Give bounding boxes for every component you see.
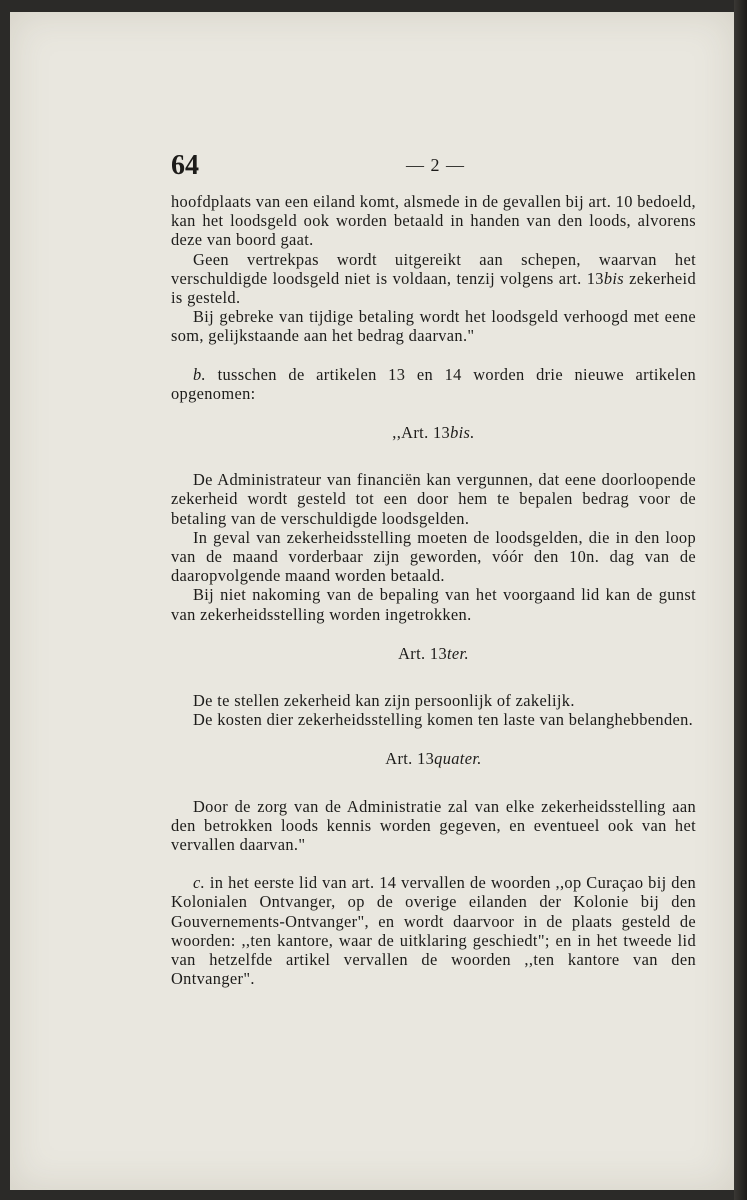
heading-art-13ter: Art. 13ter. — [398, 643, 469, 663]
document-page — [10, 12, 734, 1190]
art-13ter-paragraph-2: De kosten dier zekerheidsstelling komen ten laste van belanghebbenden. — [193, 710, 694, 730]
paragraph-intro-1: hoofdplaats van een eiland komt, alsmede in de gevallen bij art. 10 bedoeld, kan het loodsgeld ook worden betaald in handen van den loods, alvorens deze van boord gaat. — [171, 192, 696, 250]
item-b-text: tusschen de artikelen 13 en 14 worden drie nieuwe artikelen opgenomen: — [171, 364, 696, 403]
page-number: 64 — [171, 150, 199, 181]
book-spine-edge — [734, 0, 747, 1200]
art-13quater-paragraph-1: Door de zorg van de Administratie zal van elke zekerheidsstelling aan den betrokken loods kennis worden gegeven, en eventueel ook van het vervallen daarvan." — [171, 796, 696, 855]
page-header — [171, 152, 696, 192]
item-b-letter: b. — [193, 364, 206, 384]
item-c-text: in het eerste lid van art. 14 vervallen de woorden ,,op Curaçao bij den Kolonialen Ontvanger, op de overige eilanden der Kolonie bij den Gouvernements-Ontvanger", en wordt daarvoor in de plaats gesteld de woorden: ,,ten kantore, waar de uitklaring geschiedt"; en in het tweede lid van hetzelfde artikel vervallen de woorden ,,ten kantore van den Ontvanger". — [171, 873, 696, 989]
center-page-number: — 2 — — [406, 155, 465, 175]
art-13ter-paragraph-1: De te stellen zekerheid kan zijn persoonlijk of zakelijk. — [193, 691, 575, 711]
art-13bis-paragraph-1: De Administrateur van financiën kan vergunnen, dat eene doorloopende zekerheid wordt gesteld tot een door hem te bepalen bedrag voor de betaling van de verschuldigde loodsgelden. — [171, 470, 696, 528]
item-c — [171, 873, 696, 988]
art-13bis-paragraph-3: Bij niet nakoming van de bepaling van het voorgaand lid kan de gunst van zekerheidsstelling worden ingetrokken. — [171, 585, 696, 624]
item-c-letter: c. — [193, 873, 206, 893]
item-b — [171, 365, 696, 403]
paragraph-intro-2: Geen vertrekpas wordt uitgereikt aan schepen, waarvan het verschuldigde loodsgeld niet is voldaan, tenzij volgens art. 13bis zekerheid is gesteld. — [171, 249, 696, 308]
heading-art-13quater: Art. 13quater. — [385, 749, 482, 769]
paragraph-intro-3: Bij gebreke van tijdige betaling wordt het loodsgeld verhoogd met eene som, gelijkstaande aan het bedrag daarvan." — [171, 307, 696, 346]
art-13bis-paragraph-2: In geval van zekerheidsstelling moeten de loodsgelden, die in den loop van de maand vorderbaar zijn geworden, vóór den 10n. dag van de daaropvolgende maand worden betaald. — [171, 527, 696, 586]
heading-art-13bis: ,,Art. 13bis. — [392, 423, 475, 443]
page-content — [171, 152, 696, 989]
